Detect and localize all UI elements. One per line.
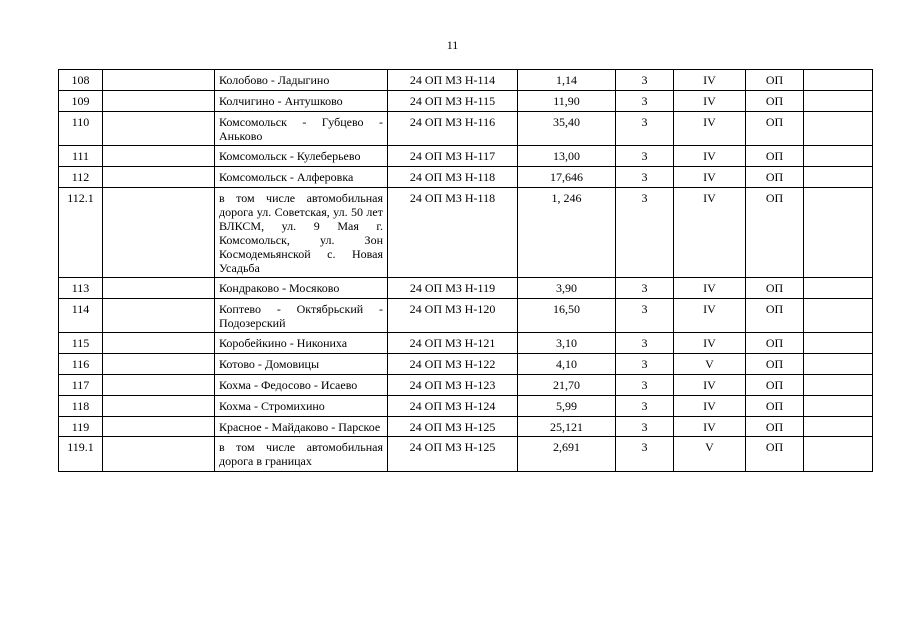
table-row [59, 333, 873, 354]
road-name: в том числе автомобильная дорога в границах [219, 440, 383, 468]
road-class: 3 [616, 333, 674, 354]
road-name: Комсомольск - Кулеберьево [215, 146, 388, 167]
table-row [59, 91, 873, 112]
road-length: 25,121 [518, 417, 616, 437]
empty-cell [804, 91, 873, 112]
road-class: 3 [616, 91, 674, 112]
empty-cell [804, 333, 873, 354]
road-significance: ОП [746, 333, 804, 354]
row-number: 108 [59, 70, 103, 91]
row-number: 119.1 [59, 437, 103, 472]
empty-cell [103, 146, 215, 167]
road-significance: ОП [746, 146, 804, 167]
table-row [59, 354, 873, 375]
road-significance: ОП [746, 354, 804, 375]
road-category: IV [674, 417, 746, 437]
empty-cell [804, 112, 873, 146]
table-row [59, 188, 873, 278]
road-length: 2,691 [518, 437, 616, 472]
table-row [59, 375, 873, 396]
road-name: Кондраково - Мосяково [215, 278, 388, 299]
road-class: 3 [616, 437, 674, 472]
row-number: 111 [59, 146, 103, 167]
empty-cell [103, 112, 215, 146]
road-class: 3 [616, 299, 674, 333]
row-number: 119 [59, 417, 103, 437]
road-length: 16,50 [518, 299, 616, 333]
road-code: 24 ОП МЗ Н-118 [388, 167, 518, 188]
road-code: 24 ОП МЗ Н-117 [388, 146, 518, 167]
table-row [59, 396, 873, 417]
row-number: 112 [59, 167, 103, 188]
road-significance: ОП [746, 188, 804, 278]
empty-cell [103, 91, 215, 112]
road-significance: ОП [746, 112, 804, 146]
road-class: 3 [616, 354, 674, 375]
empty-cell [804, 417, 873, 437]
road-name: Коробейкино - Никониха [215, 333, 388, 354]
empty-cell [103, 70, 215, 91]
road-significance: ОП [746, 278, 804, 299]
road-category: V [674, 437, 746, 472]
road-name: Колчигино - Антушково [215, 91, 388, 112]
row-number: 115 [59, 333, 103, 354]
table-row [59, 112, 873, 146]
road-class: 3 [616, 167, 674, 188]
road-category: IV [674, 70, 746, 91]
empty-cell [804, 375, 873, 396]
road-code: 24 ОП МЗ Н-115 [388, 91, 518, 112]
empty-cell [804, 299, 873, 333]
road-category: IV [674, 396, 746, 417]
table-row [59, 70, 873, 91]
road-class: 3 [616, 417, 674, 437]
road-class: 3 [616, 112, 674, 146]
empty-cell [804, 167, 873, 188]
road-name: Коптево - Октябрьский - Подозерский [215, 299, 388, 333]
road-significance: ОП [746, 417, 804, 437]
empty-cell [103, 278, 215, 299]
row-number: 113 [59, 278, 103, 299]
road-code: 24 ОП МЗ Н-122 [388, 354, 518, 375]
empty-cell [103, 167, 215, 188]
road-length: 5,99 [518, 396, 616, 417]
road-length: 35,40 [518, 112, 616, 146]
road-name-cell [215, 437, 388, 472]
empty-cell [804, 278, 873, 299]
road-class: 3 [616, 375, 674, 396]
empty-cell [103, 299, 215, 333]
road-category: IV [674, 278, 746, 299]
empty-cell [804, 188, 873, 278]
road-length: 1, 246 [518, 188, 616, 278]
road-category: IV [674, 188, 746, 278]
row-number: 112.1 [59, 188, 103, 278]
road-code: 24 ОП МЗ Н-114 [388, 70, 518, 91]
road-name: Комсомольск - Губцево - Аньково [215, 112, 388, 146]
road-code: 24 ОП МЗ Н-125 [388, 417, 518, 437]
road-significance: ОП [746, 299, 804, 333]
row-number: 117 [59, 375, 103, 396]
road-length: 11,90 [518, 91, 616, 112]
road-code: 24 ОП МЗ Н-116 [388, 112, 518, 146]
road-name: Колобово - Ладыгино [215, 70, 388, 91]
road-code: 24 ОП МЗ Н-119 [388, 278, 518, 299]
empty-cell [804, 146, 873, 167]
page-number: 11 [446, 38, 459, 52]
table-row [59, 417, 873, 437]
road-code: 24 ОП МЗ Н-118 [388, 188, 518, 278]
road-length: 13,00 [518, 146, 616, 167]
empty-cell [103, 375, 215, 396]
road-category: IV [674, 91, 746, 112]
road-class: 3 [616, 188, 674, 278]
road-name: Красное - Майдаково - Парское [215, 417, 388, 437]
road-code: 24 ОП МЗ Н-123 [388, 375, 518, 396]
table-row [59, 146, 873, 167]
road-registry-table [58, 69, 873, 472]
empty-cell [103, 188, 215, 278]
road-length: 3,90 [518, 278, 616, 299]
road-significance: ОП [746, 167, 804, 188]
road-class: 3 [616, 146, 674, 167]
empty-cell [103, 437, 215, 472]
road-category: IV [674, 167, 746, 188]
road-code: 24 ОП МЗ Н-120 [388, 299, 518, 333]
road-length: 4,10 [518, 354, 616, 375]
empty-cell [804, 70, 873, 91]
road-significance: ОП [746, 375, 804, 396]
empty-cell [804, 437, 873, 472]
road-category: IV [674, 375, 746, 396]
road-name: Кохма - Федосово - Исаево [215, 375, 388, 396]
empty-cell [804, 396, 873, 417]
road-name: Котово - Домовицы [215, 354, 388, 375]
row-number: 110 [59, 112, 103, 146]
table-row [59, 278, 873, 299]
table-row [59, 299, 873, 333]
road-code: 24 ОП МЗ Н-125 [388, 437, 518, 472]
road-significance: ОП [746, 437, 804, 472]
empty-cell [804, 354, 873, 375]
empty-cell [103, 354, 215, 375]
row-number: 116 [59, 354, 103, 375]
road-significance: ОП [746, 396, 804, 417]
empty-cell [103, 333, 215, 354]
row-number: 114 [59, 299, 103, 333]
road-name: Кохма - Стромихино [215, 396, 388, 417]
road-length: 3,10 [518, 333, 616, 354]
road-class: 3 [616, 396, 674, 417]
road-length: 1,14 [518, 70, 616, 91]
road-length: 17,646 [518, 167, 616, 188]
empty-cell [103, 417, 215, 437]
empty-cell [103, 396, 215, 417]
road-class: 3 [616, 70, 674, 91]
road-significance: ОП [746, 70, 804, 91]
table-row [59, 437, 873, 472]
row-number: 109 [59, 91, 103, 112]
road-class: 3 [616, 278, 674, 299]
road-name: Комсомольск - Алферовка [215, 167, 388, 188]
road-category: IV [674, 299, 746, 333]
road-category: IV [674, 112, 746, 146]
road-significance: ОП [746, 91, 804, 112]
road-code: 24 ОП МЗ Н-121 [388, 333, 518, 354]
road-name: в том числе автомобильная дорога ул. Советская, ул. 50 лет ВЛКСМ, ул. 9 Мая г. Комсомольск, ул. Зон Космодемьянской с. Новая Усадьба [215, 188, 388, 278]
road-category: V [674, 354, 746, 375]
road-length: 21,70 [518, 375, 616, 396]
road-code: 24 ОП МЗ Н-124 [388, 396, 518, 417]
road-category: IV [674, 146, 746, 167]
road-category: IV [674, 333, 746, 354]
row-number: 118 [59, 396, 103, 417]
table-row [59, 167, 873, 188]
